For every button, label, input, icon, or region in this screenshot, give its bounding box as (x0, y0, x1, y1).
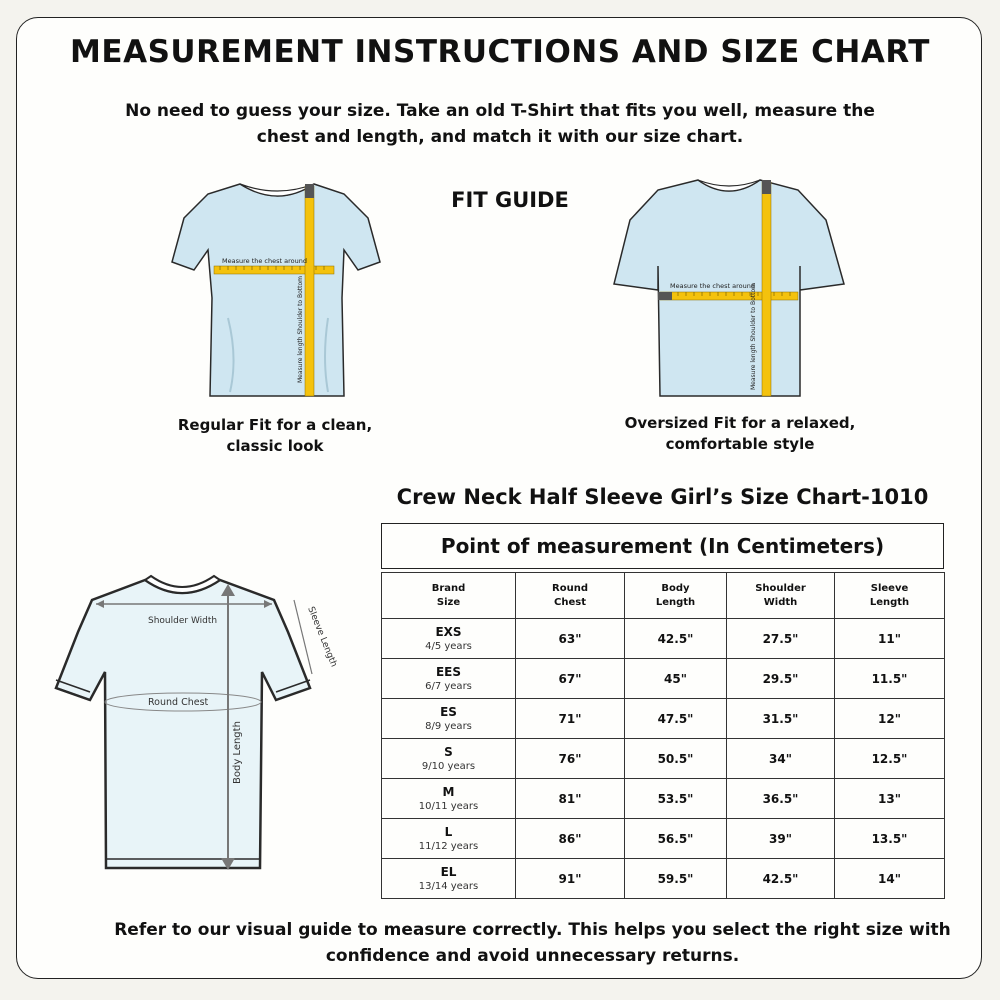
size-cell (382, 859, 516, 899)
header-brand-size: Brand Size (382, 573, 516, 619)
regular-length-tape (305, 186, 314, 396)
sleeve-cell: 13" (835, 779, 945, 819)
sleeve-cell: 13.5" (835, 819, 945, 859)
length-cell: 47.5" (625, 699, 727, 739)
regular-chest-label: Measure the chest around (222, 257, 307, 265)
oversized-chest-tape (660, 292, 798, 300)
size-age: 11/12 years (418, 840, 479, 852)
size-cell (382, 819, 516, 859)
sleeve-cell: 14" (835, 859, 945, 899)
size-cell (382, 699, 516, 739)
regular-shirt-body (172, 184, 380, 396)
header-body-length: Body Length (625, 573, 727, 619)
size-age: 10/11 years (418, 800, 479, 812)
size-code: M (442, 784, 455, 799)
length-cell: 42.5" (625, 619, 727, 659)
size-age: 13/14 years (418, 880, 479, 892)
page-title: MEASUREMENT INSTRUCTIONS AND SIZE CHART (70, 34, 930, 70)
shoulder-cell: 39" (727, 819, 835, 859)
round-chest-label: Round Chest (148, 697, 209, 708)
chest-cell: 71" (516, 699, 625, 739)
shoulder-width-label: Shoulder Width (148, 616, 218, 626)
size-age: 9/10 years (421, 760, 476, 772)
table-row (382, 859, 945, 899)
footer-text: Refer to our visual guide to measure correctly. This helps you select the right size with confidence and avoid unnecessary returns. (114, 920, 951, 966)
shoulder-cell: 34" (727, 739, 835, 779)
chest-cell: 81" (516, 779, 625, 819)
sleeve-cell: 12.5" (835, 739, 945, 779)
intro-text: No need to guess your size. Take an old T-Shirt that fits you well, measure the chest and length, and match it with our size chart. (125, 101, 875, 147)
shoulder-cell: 42.5" (727, 859, 835, 899)
size-code: L (444, 824, 453, 839)
length-cell: 50.5" (625, 739, 727, 779)
chest-cell: 86" (516, 819, 625, 859)
shoulder-cell: 29.5" (727, 659, 835, 699)
size-code: EL (440, 864, 457, 879)
shoulder-cell: 36.5" (727, 779, 835, 819)
size-age: 8/9 years (425, 720, 472, 732)
size-age: 6/7 years (425, 680, 472, 692)
size-code: S (444, 744, 453, 759)
table-row (382, 739, 945, 779)
sleeve-cell: 11" (835, 619, 945, 659)
header-round-chest: Round Chest (516, 573, 625, 619)
header-sleeve-length: Sleeve Length (835, 573, 945, 619)
table-row (382, 699, 945, 739)
size-chart-title: Crew Neck Half Sleeve Girl’s Size Chart-1010 (396, 485, 929, 509)
table-row (382, 779, 945, 819)
oversized-length-tape (762, 182, 771, 396)
measurement-diagram (50, 572, 340, 872)
chest-cell: 91" (516, 859, 625, 899)
size-cell (382, 739, 516, 779)
regular-fit-caption: Regular Fit for a clean, classic look (177, 416, 373, 455)
oversized-chest-label: Measure the chest around (670, 282, 755, 290)
point-of-measurement-header (381, 523, 944, 569)
table-row (382, 819, 945, 859)
header-shoulder-width: Shoulder Width (727, 573, 835, 619)
regular-length-label: Measure length Shoulder to Bottom (297, 275, 304, 383)
length-cell: 53.5" (625, 779, 727, 819)
shoulder-cell: 27.5" (727, 619, 835, 659)
oversized-fit-caption: Oversized Fit for a relaxed, comfortable style (624, 414, 856, 453)
fit-guide-title: FIT GUIDE (451, 188, 569, 212)
size-code: ES (440, 704, 457, 719)
shoulder-cell: 31.5" (727, 699, 835, 739)
length-cell: 45" (625, 659, 727, 699)
length-cell: 56.5" (625, 819, 727, 859)
size-cell (382, 619, 516, 659)
table-row (382, 619, 945, 659)
table-row (382, 659, 945, 699)
sleeve-cell: 11.5" (835, 659, 945, 699)
body-length-label: Body Length (232, 721, 243, 784)
oversized-fit-tshirt-illustration (612, 176, 847, 406)
size-cell (382, 779, 516, 819)
length-cell: 59.5" (625, 859, 727, 899)
size-cell (382, 659, 516, 699)
sleeve-length-label: Sleeve Length (305, 605, 339, 669)
chest-cell: 76" (516, 739, 625, 779)
point-of-measurement-label: Point of measurement (In Centimeters) (440, 534, 885, 558)
oversized-length-label: Measure length Shoulder to Bottom (750, 282, 757, 390)
size-age: 4/5 years (425, 640, 472, 652)
chest-cell: 63" (516, 619, 625, 659)
size-code: EES (435, 664, 462, 679)
sleeve-cell: 12" (835, 699, 945, 739)
table-header-row (382, 573, 945, 619)
size-code: EXS (435, 624, 462, 639)
size-chart-table (381, 572, 945, 899)
regular-fit-tshirt-illustration (168, 178, 388, 408)
chest-cell: 67" (516, 659, 625, 699)
